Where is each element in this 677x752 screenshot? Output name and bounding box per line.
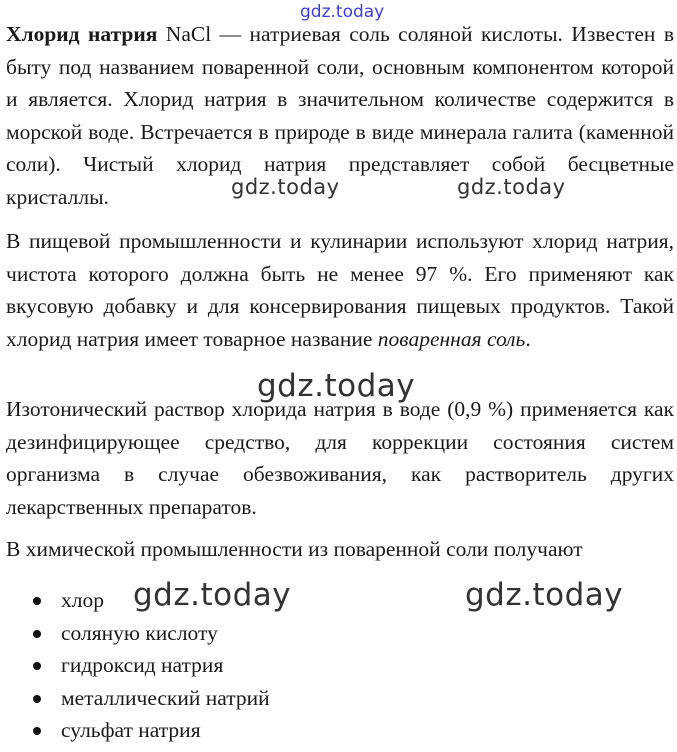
watermark: gdz.today <box>133 577 292 613</box>
term-sodium-chloride: Хлорид натрия <box>6 22 158 46</box>
bullet-icon <box>33 630 41 638</box>
list-item <box>6 682 666 715</box>
paragraph-end: . <box>525 326 531 351</box>
bullet-icon <box>33 662 41 670</box>
paragraph-text: NaCl — натриевая соль соляной кислоты. Известен в быту под названием поваренной соли, основным компонентом которой и является. Хлорид натрия в значительном количестве содержится в морской воде. Встречается в природе в виде минерала галита (каменной соли). Чистый хлорид натрия представляет собой бесцветные кристаллы. <box>6 22 674 209</box>
list-item <box>6 714 666 747</box>
italic-term-table-salt: поваренная соль <box>377 326 526 351</box>
paragraph-sodium-chloride-intro <box>6 18 674 213</box>
bullet-icon <box>33 597 41 605</box>
list-item <box>6 617 666 650</box>
paragraph-food-industry <box>6 225 674 355</box>
watermark: gdz.today <box>257 368 416 404</box>
bullet-icon <box>33 727 41 735</box>
watermark: gdz.today <box>231 175 340 199</box>
bullet-icon <box>33 695 41 703</box>
paragraph-text: В химической промышленности из поваренной соли получают <box>6 537 583 561</box>
watermark: gdz.today <box>465 577 624 613</box>
list-item-label: соляную кислоту <box>61 620 218 645</box>
list-item-label: сульфат натрия <box>61 718 201 742</box>
paragraph-isotonic-solution <box>6 393 674 523</box>
list-item-label: металлический натрий <box>61 685 270 710</box>
list-item-label: гидроксид натрия <box>61 653 224 677</box>
paragraph-chemical-industry <box>6 533 674 566</box>
paragraph-text: Изотонический раствор хлорида натрия в воде (0,9 %) применяется как дезинфицирующее средство, для коррекции состояния систем организма в случае обезвоживания, как растворитель других лекарственных препаратов. <box>6 397 674 519</box>
paragraph-text: В пищевой промышленности и кулинарии используют хлорид натрия, чистота которого должна быть не менее 97 %. Его применяют как вкусовую добавку и для консервирования пищевых продуктов. Такой хлорид натрия имеет товарное название <box>6 229 674 351</box>
watermark: gdz.today <box>457 175 566 199</box>
list-item <box>6 649 666 682</box>
watermark-top: gdz.today <box>300 2 385 22</box>
list-item-label: хлор <box>61 588 104 612</box>
